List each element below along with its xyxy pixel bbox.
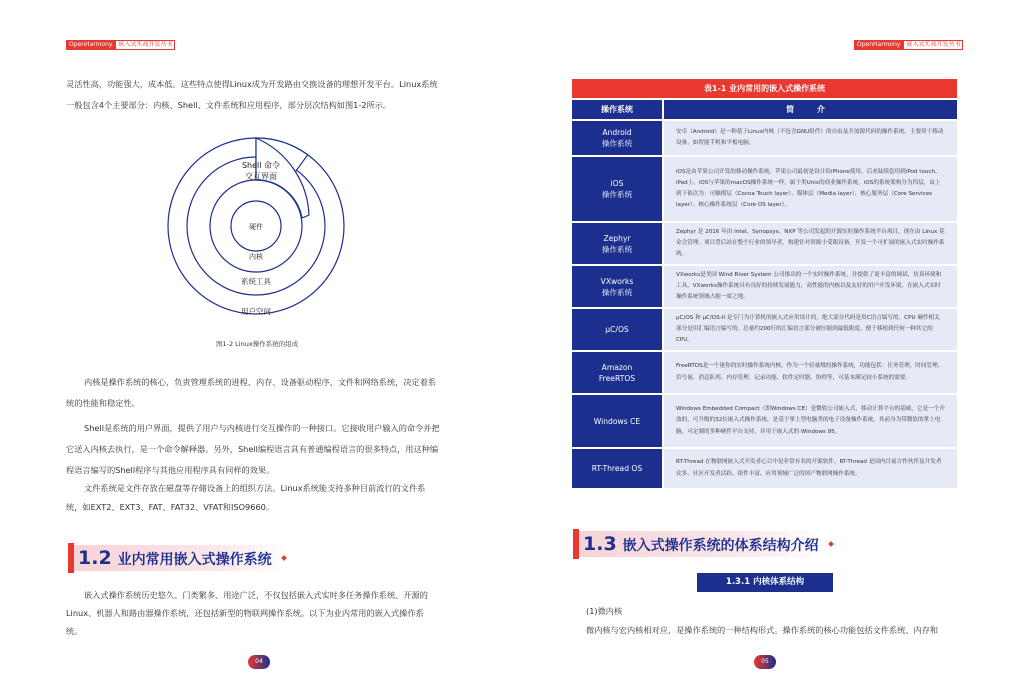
header-badge [66,40,175,50]
brand-badge: OpenHarmony [854,40,903,50]
os-table [572,121,957,490]
paragraph: 程语言编写的Shell程序与其他应用程序具有同样的效果。 [66,465,275,475]
paragraph: 统，如EXT2、EXT3、FAT、FAT32、VFAT和ISO9660。 [66,502,275,512]
os-name-sub: FreeRTOS [598,373,636,383]
os-name-sub: 操作系统 [601,244,633,254]
os-name: Android [602,128,632,137]
os-name-cell [572,266,662,307]
page-number: 04 [248,655,270,669]
paragraph: 它送入内核去执行，是一个命令解释器。另外，Shell编程语言具有普通编程语言的很多特点，用这种编 [66,444,439,454]
table-row [572,352,957,393]
paragraph: 文件系统是文件存放在磁盘等存储设备上的组织方法。Linux系统能支持多种目前流行的文件系 [84,483,426,493]
os-desc-cell: RT-Thread 在物联网嵌入式开发者心目中是非常有名的开源软件。RT-Thread 是国内目前合作伙伴及开发者众多、社区开发者活跃、组件丰富、应用领域广泛的国产物联网操作系统。 [664,449,957,488]
label-shell-1: Shell 命令 [241,161,281,170]
os-name-cell [572,121,662,155]
os-desc-cell: iOS是由苹果公司开发的移动操作系统。苹果公司最初是设计给iPhone使用，后来陆续套用到iPod touch、iPad上。iOS与苹果的macOS操作系统一样，属于类Unix的商业操作系统。iOS的系统架构分为四层，由上到下依次为：可触摸层（Cocoa Touch layer）、媒体层（Media layer）、核心服务层（Core Services layer）、核心操作系统层（Core OS layer）。 [664,157,957,221]
section-number: 1.3 [583,533,617,555]
label-kernel: 内核 [249,253,263,261]
table-row [572,395,957,447]
paragraph: 统的性能和稳定性。 [66,398,140,408]
table-row [572,121,957,155]
section-title [68,547,272,569]
list-item-label: (1)微内核 [586,606,623,616]
section-title [573,533,819,555]
label-hardware: 硬件 [249,223,263,231]
table-header [572,100,957,119]
os-desc-cell: Zephyr 是 2016 年由 Intel、Synopsys、NXP 等公司发起的开源实时操作系统平台项目，现在由 Linux 基金会管理。项目背后站在整个行业的领导者，构建针对资源小受限设备，开发一个可扩展的嵌入式实时操作系统。 [664,223,957,264]
os-desc-cell: VXworks是美国 Wind River System 公司推出的一个实时操作系统，并提供了更丰富的调试、仿真环境和工具。VXworks操作系统具有良好的持续发展能力，高性能的内核以及友好的用户开发环境，在嵌入式实时操作系统领域占据一席之地。 [664,266,957,307]
os-name: μC/OS [605,325,629,334]
os-desc-cell: μC/OS 和 μC/OS-II 是专门为计算机的嵌入式应用设计的，绝大部分代码是用C语言编写的。CPU 硬件相关部分是用汇编语言编写的、总量约200行的汇编语言部分被压缩到最低限度，便于移植到任何一种其它的CPU。 [664,309,957,350]
os-desc-cell: 安卓（Android）是一种基于Linux内核（不包含GNU组件）的自由及开放源代码的操作系统，主要用于移动设备，如智能手机和平板电脑。 [664,121,957,155]
table-row [572,449,957,488]
section-number: 1.2 [78,547,112,569]
os-name: RT-Thread OS [591,464,643,473]
table-title: 表1-1 业内常用的嵌入式操作系统 [572,79,957,98]
section-dot [828,541,834,547]
subsection-heading: 1.3.1 内核体系结构 [697,573,833,592]
os-name-cell [572,352,662,393]
section-title-text: 嵌入式操作系统的体系结构介绍 [622,538,819,554]
os-name-sub: 操作系统 [601,139,633,148]
label-shell-2: 交互界面 [245,172,277,181]
header-badge [854,40,963,50]
table-row [572,266,957,307]
paragraph: 微内核与宏内核相对应，是操作系统的一种结构形式。操作系统的核心功能包括文件系统、内存和 [586,625,939,635]
paragraph: 一般包含4个主要部分：内核、Shell、文件系统和应用程序，部分层次结构如图1-2所示。 [66,100,392,110]
table-row [572,309,957,350]
paragraph: 嵌入式操作系统历史悠久、门类繁多、用途广泛，不仅包括嵌入式实时多任务操作系统、开源的 [84,590,428,600]
os-name-cell [572,395,662,447]
table-header-os: 操作系统 [572,100,662,119]
table-header-desc: 简 介 [664,100,957,119]
brand-badge: OpenHarmony [66,40,115,50]
os-name-sub: 操作系统 [601,287,633,297]
label-system-tools: 系统工具 [241,277,271,286]
series-badge: 嵌入式实战开发丛书 [903,40,963,50]
paragraph: 统。 [66,626,83,636]
series-badge: 嵌入式实战开发丛书 [115,40,175,50]
table-row [572,223,957,264]
figure-caption: 图1-2 Linux操作系统的组成 [216,340,299,348]
linux-structure-diagram [128,134,378,334]
section-heading [68,543,298,573]
os-name-cell [572,449,662,488]
section-title-text: 业内常用嵌入式操作系统 [117,552,272,568]
os-name: VXworks [600,276,634,286]
os-name: Windows CE [593,416,641,426]
os-name-cell [572,157,662,221]
os-desc-cell: Windows Embedded Compact（即Windows CE）是微软公司嵌入式、移动计算平台的基础，它是一个开放的、可升级的32位嵌入式操作系统，是基于掌上型电脑类的电子设备操作系统，其前身为带微软的掌上电脑，可定制的多种硬件平台支持，并用于嵌入式的 Windows 95。 [664,395,957,447]
page-number: 05 [754,655,776,669]
os-name-sub: 操作系统 [601,190,633,199]
label-user-space: 用户空间 [241,307,271,316]
os-name-cell [572,309,662,350]
os-name: Amazon [601,362,633,372]
os-name: Zephyr [603,233,631,243]
section-heading [573,529,843,559]
os-name: iOS [610,179,624,188]
paragraph: Linux、机器人和路由器操作系统，还包括新型的物联网操作系统。以下为业内常用的嵌入式操作系 [66,608,424,618]
os-desc-cell: FreeRTOS是一个迷你的实时操作系统内核。作为一个轻量级的操作系统，功能包括：任务管理、时间管理、信号量、消息队列、内存管理、记录功能、软件定时器、协程等，可基本满足较小系统的需要。 [664,352,957,393]
paragraph: 灵活性高，功能强大，成本低。这些特点使得Linux成为开发路由交换设备的理想开发平台。Linux系统 [66,79,438,89]
paragraph: 内核是操作系统的核心，负责管理系统的进程、内存、设备驱动程序、文件和网络系统，决定着系 [84,377,437,387]
table-row [572,157,957,221]
paragraph: Shell是系统的用户界面，提供了用户与内核进行交互操作的一种接口。它接收用户输入的命令并把 [84,423,440,433]
os-name-cell [572,223,662,264]
